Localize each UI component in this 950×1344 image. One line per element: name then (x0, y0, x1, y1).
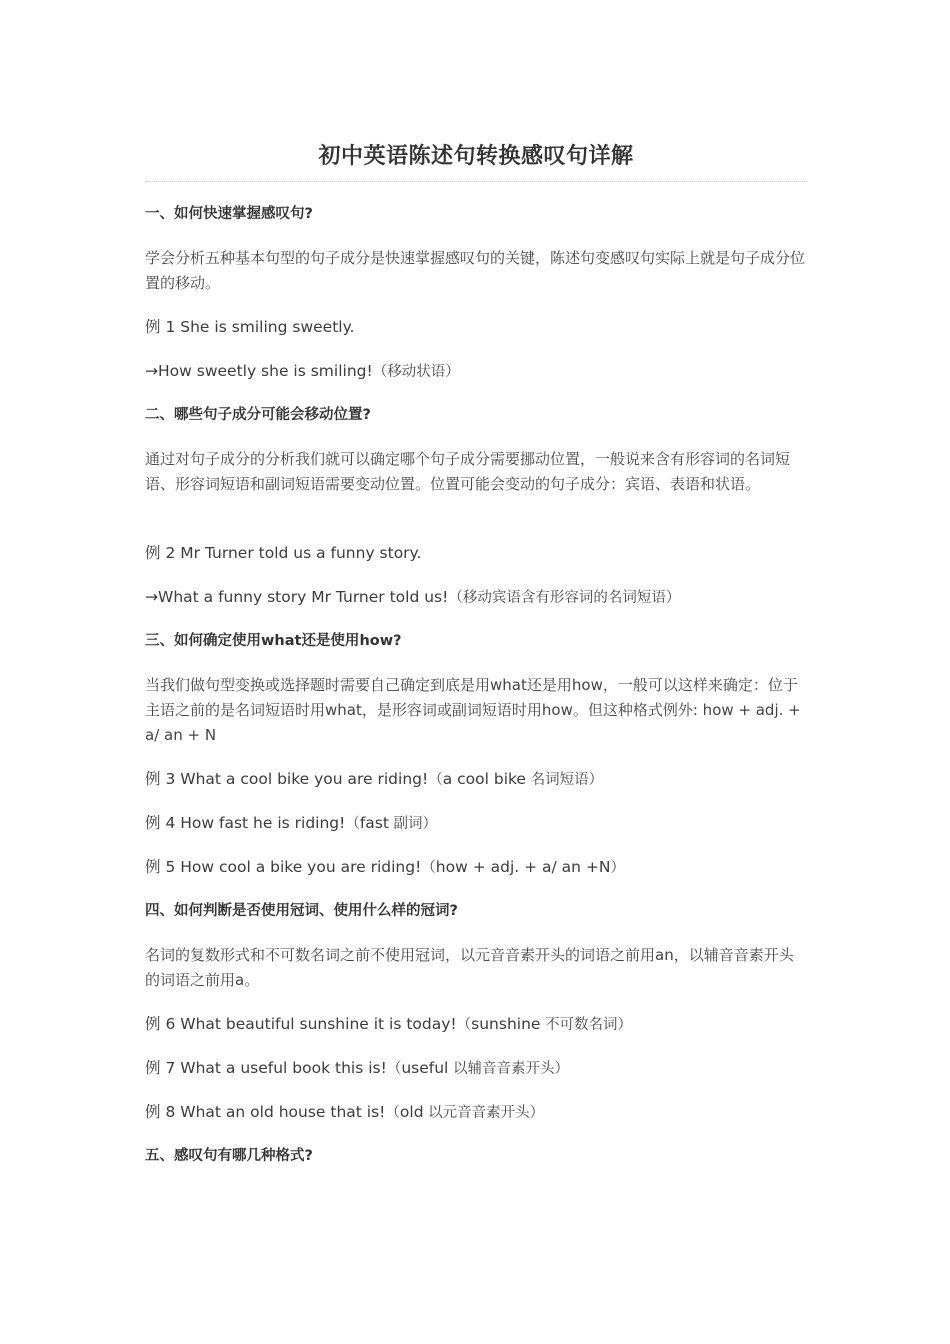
note-open: （ (386, 1061, 402, 1077)
example-4 (145, 811, 807, 837)
example-prefix: 例 (145, 1103, 161, 1121)
paragraph-keyword: what (325, 701, 362, 719)
document-title: 初中英语陈述句转换感叹句详解 (318, 143, 634, 169)
paragraph-text: ，是形容词或副词短语时用 (361, 701, 542, 719)
example-8 (145, 1100, 807, 1126)
note-english: a cool bike (442, 770, 526, 788)
example-prefix: 例 (145, 770, 161, 788)
paragraph-keyword: a (235, 971, 245, 989)
section-4-heading: 四、如何判断是否使用冠词、使用什么样的冠词? (145, 903, 458, 919)
paragraph-text: ，以辅音音素开头的词语之前用 (145, 946, 794, 989)
example-1 (145, 315, 807, 340)
note-open: （ (421, 860, 436, 876)
heading-text: 还是使用 (301, 633, 360, 649)
answer-note: （移动状语） (372, 364, 460, 380)
paragraph-formula: : how + adj. + a/ an + N (145, 701, 801, 744)
example-number: 4 (165, 814, 176, 832)
note-chinese: 以辅音音素开头） (448, 1061, 569, 1077)
note-chinese: 副词） (388, 816, 438, 832)
section-4-paragraph (145, 943, 807, 993)
section-1-paragraph: 学会分析五种基本句型的句子成分是快速掌握感叹句的关键，陈述句变感叹句实际上就是句子成分位置的移动。 (145, 249, 806, 292)
arrow-icon: → (145, 362, 158, 380)
note-open: （ (345, 816, 360, 832)
example-prefix: 例 (145, 1015, 161, 1033)
example-6 (145, 1012, 807, 1038)
section-1-heading: 一、如何快速掌握感叹句? (145, 206, 313, 222)
example-sentence: What an old house that is! (180, 1103, 386, 1121)
example-prefix: 例 (145, 814, 161, 832)
heading-keyword-how: how (359, 633, 394, 649)
example-sentence: What a useful book this is! (180, 1059, 387, 1077)
example-number: 5 (165, 858, 176, 876)
example-number: 3 (165, 770, 176, 788)
section-2-heading: 二、哪些句子成分可能会移动位置? (145, 407, 371, 423)
example-sentence: What beautiful sunshine it is today! (180, 1015, 457, 1033)
answer-sentence: What a funny story Mr Turner told us! (158, 588, 449, 606)
example-sentence: How cool a bike you are riding! (180, 858, 422, 876)
example-sentence: She is smiling sweetly. (180, 318, 355, 336)
title-divider (145, 181, 807, 182)
heading-text: 三、如何确定使用 (145, 633, 261, 649)
note-english: sunshine (471, 1015, 541, 1033)
paragraph-keyword: what (490, 676, 527, 694)
example-sentence: How fast he is riding! (180, 814, 346, 832)
note-english: how + adj. + a/ an +N (435, 858, 611, 876)
heading-keyword-what: what (261, 633, 302, 649)
example-number: 6 (165, 1015, 176, 1033)
example-number: 1 (165, 318, 176, 336)
heading-text: ? (393, 633, 402, 649)
note-chinese: 名词短语） (525, 772, 604, 788)
example-5 (145, 855, 807, 881)
note-chinese: 以元音音素开头） (423, 1105, 545, 1121)
note-open: （ (385, 1105, 400, 1121)
paragraph-text: ，一般可以这样来确定：位于主语之前的是名词短语时用 (145, 676, 798, 719)
note-english: old (399, 1103, 424, 1121)
paragraph-text: 还是用 (526, 676, 572, 694)
example-3 (145, 767, 807, 793)
example-sentence: Mr Turner told us a funny story. (180, 544, 422, 562)
answer-note: （移动宾语含有形容词的名词短语） (448, 590, 681, 606)
example-7 (145, 1056, 807, 1082)
paragraph-text: 当我们做句型变换或选择题时需要自己确定到底是用 (145, 676, 491, 694)
arrow-icon: → (145, 588, 158, 606)
note-chinese: 不可数名词） (540, 1017, 633, 1033)
example-prefix: 例 (145, 544, 161, 562)
section-3-paragraph (145, 673, 807, 748)
answer-sentence: How sweetly she is smiling! (158, 362, 373, 380)
paragraph-keyword: an (655, 946, 674, 964)
example-1-answer (145, 359, 807, 385)
example-number: 7 (165, 1059, 176, 1077)
paragraph-keyword: how (571, 676, 603, 694)
example-prefix: 例 (145, 858, 161, 876)
paragraph-text: 。 (244, 971, 260, 989)
paragraph-text: 名词的复数形式和不可数名词之前不使用冠词，以元音音素开头的词语之前用 (145, 946, 656, 964)
section-3-heading (145, 629, 807, 654)
example-prefix: 例 (145, 318, 161, 336)
example-2 (145, 541, 807, 566)
example-sentence: What a cool bike you are riding! (180, 770, 429, 788)
paragraph-keyword: how (541, 701, 573, 719)
note-open: （ (456, 1017, 472, 1033)
example-2-answer (145, 585, 807, 611)
section-2-paragraph: 通过对句子成分的分析我们就可以确定哪个句子成分需要挪动位置，一般说来含有形容词的名词短语、形容词短语和副词短语需要变动位置。位置可能会变动的句子成分：宾语、表语和状语。 (145, 450, 791, 493)
example-number: 2 (165, 544, 176, 562)
example-number: 8 (165, 1103, 176, 1121)
note-chinese: ） (610, 860, 626, 876)
paragraph-text: 。但这种格式例外 (572, 701, 693, 719)
note-open: （ (428, 772, 443, 788)
note-english: useful (401, 1059, 449, 1077)
example-prefix: 例 (145, 1059, 161, 1077)
note-english: fast (359, 814, 389, 832)
section-5-heading: 五、感叹句有哪几种格式? (145, 1148, 313, 1164)
